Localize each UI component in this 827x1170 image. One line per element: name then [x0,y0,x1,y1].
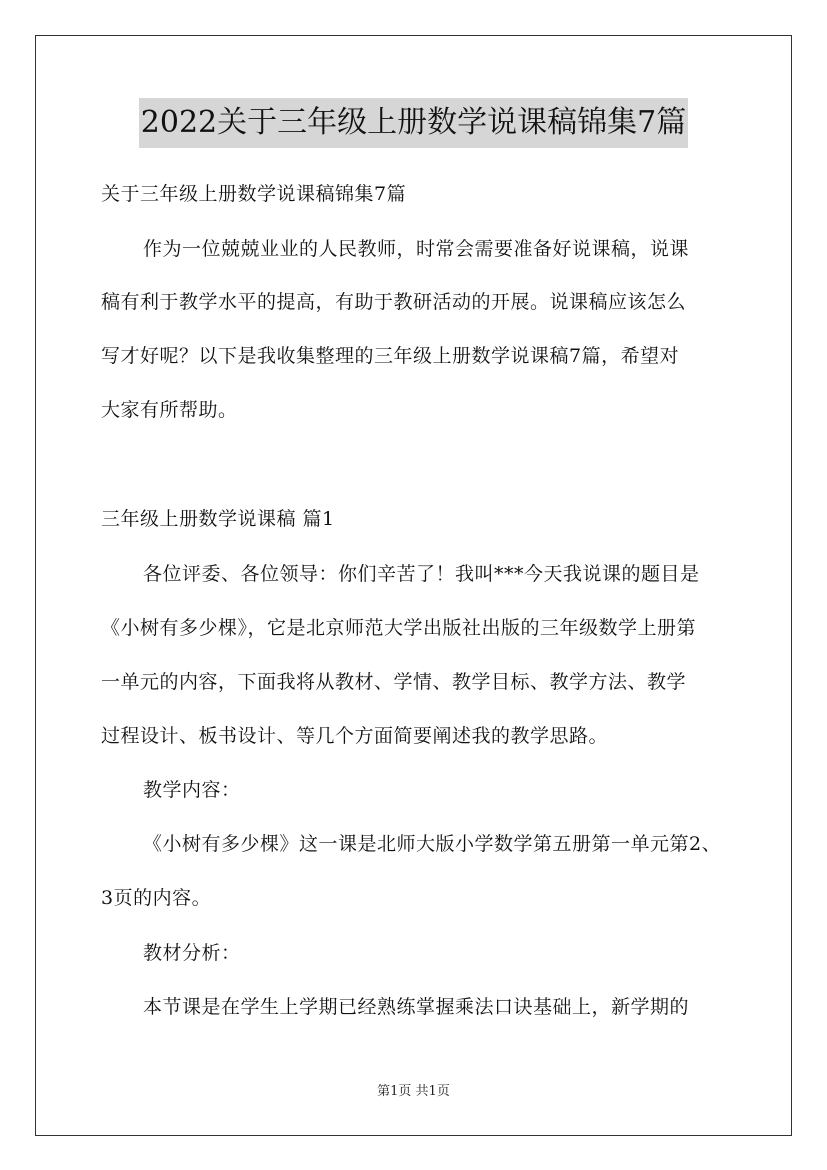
body-line-3: 一单元的内容，下面我将从教材、学情、教学目标、教学方法、教学 [101,671,687,693]
body-line-2: 《小树有多少棵》，它是北京师范大学出版社出版的三年级数学上册第 [101,617,697,639]
body-line-7: 3页的内容。 [101,887,212,909]
document-subtitle: 关于三年级上册数学说课稿锦集7篇 [101,183,407,205]
body-line-1: 各位评委、各位领导：你们辛苦了！我叫***今天我说课的题目是 [143,563,700,585]
intro-line-3: 写才好呢？以下是我收集整理的三年级上册数学说课稿7篇，希望对 [101,345,680,367]
body-line-4: 过程设计、板书设计、等几个方面简要阐述我的教学思路。 [101,725,609,747]
document-title [0,98,827,148]
section-heading: 三年级上册数学说课稿 篇1 [101,508,335,530]
body-line-6: 《小树有多少棵》这一课是北师大版小学数学第五册第一单元第2、 [143,833,722,855]
body-line-9: 本节课是在学生上学期已经熟练掌握乘法口诀基础上，新学期的 [143,996,690,1018]
intro-line-1: 作为一位兢兢业业的人民教师，时常会需要准备好说课稿，说课 [143,238,690,260]
document-title-text: 2022关于三年级上册数学说课稿锦集7篇 [139,98,688,148]
page-footer: 第1页 共1页 [377,1084,450,1099]
body-line-8: 教材分析： [143,942,241,964]
body-line-5: 教学内容： [143,779,241,801]
intro-line-4: 大家有所帮助。 [101,399,238,421]
intro-line-2: 稿有利于教学水平的提高，有助于教研活动的开展。说课稿应该怎么 [101,291,687,313]
